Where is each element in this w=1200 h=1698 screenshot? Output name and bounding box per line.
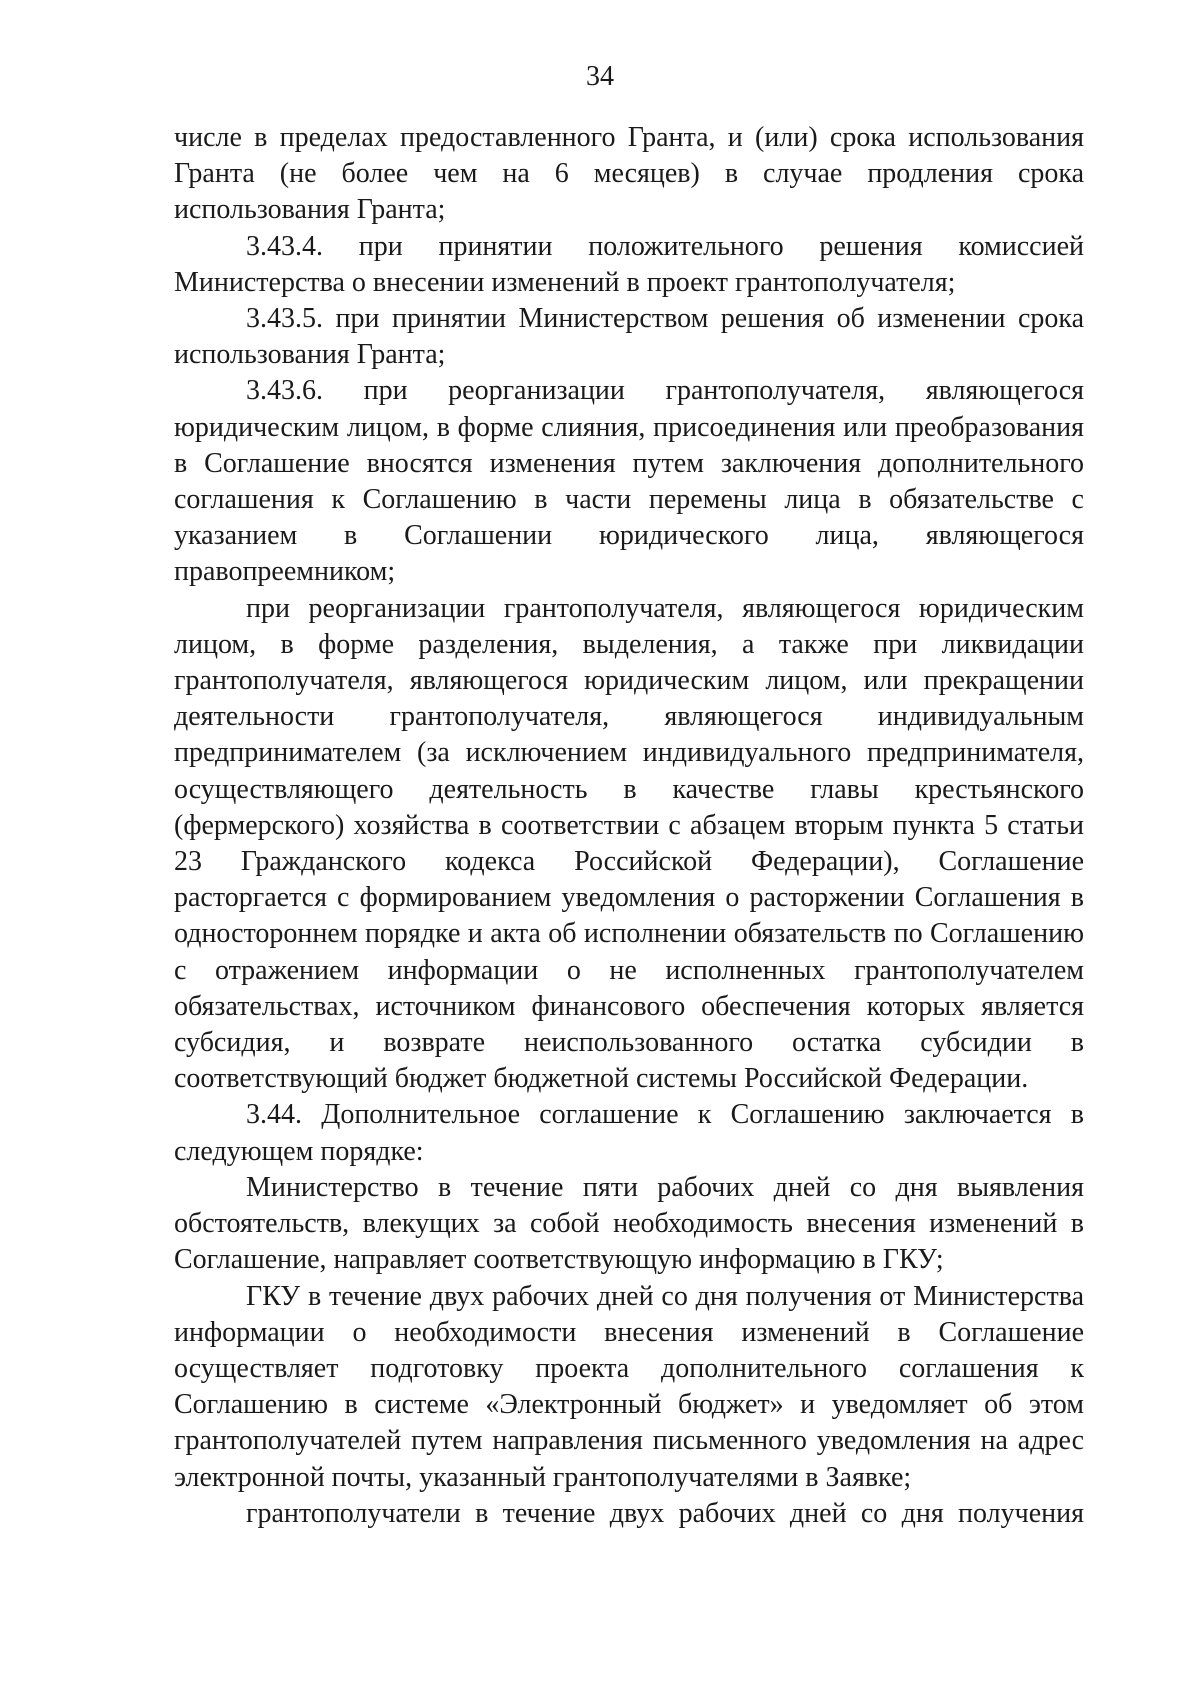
paragraph-gku-preparation: ГКУ в течение двух рабочих дней со дня получения от Министерства информации о необходимости внесения изменений в Соглашение осуществляет подготовку проекта дополнительного соглашения к Соглашению в системе «Электронный бюджет» и уведомляет об этом грантополучателей путем направления письменного уведомления на адрес электронной почты, указанный грантополучателями в Заявке; <box>174 1280 1084 1493</box>
page-number: 34 <box>586 61 614 92</box>
paragraph-3-44: 3.44. Дополнительное соглашение к Соглашению заключается в следующем порядке: <box>174 1099 1084 1167</box>
paragraph-3-43-5: 3.43.5. при принятии Министерством решения об изменении срока использования Гранта; <box>174 303 1084 371</box>
paragraph-3-43-4: 3.43.4. при принятии положительного решения комиссией Министерства о внесении изменений в проект грантополучателя; <box>174 230 1084 298</box>
paragraph-grant-continuation: числе в пределах предоставленного Гранта, и (или) срока использования Гранта (не более чем на 6 месяцев) в случае продления срока использования Гранта; <box>174 122 1084 226</box>
paragraph-ministry-notice: Министерство в течение пяти рабочих дней со дня выявления обстоятельств, влекущих за собой необходимость внесения изменений в Соглашение, направляет соответствующую информацию в ГКУ; <box>174 1171 1084 1276</box>
document-body <box>174 120 1084 1532</box>
paragraph-3-43-6: 3.43.6. при реорганизации грантополучателя, являющегося юридическим лицом, в форме слияния, присоединения или преобразования в Соглашение вносятся изменения путем заключения дополнительного соглашения к Соглашению в части перемены лица в обязательстве с указанием в Соглашении юридического лица, являющегося правопреемником; <box>174 375 1084 588</box>
paragraph-reorganization-termination: при реорганизации грантополучателя, являющегося юридическим лицом, в форме разделения, выделения, а также при ликвидации грантополучателя, являющегося юридическим лицом, или прекращении деятельности грантополучателя, являющегося индивидуальным предпринимателем (за исключением индивидуального предпринимателя, осуществляющего деятельность в качестве главы крестьянского (фермерского) хозяйства в соответствии с абзацем вторым пункта 5 статьи 23 Гражданского кодекса Российской Федерации), Соглашение расторгается с формированием уведомления о расторжении Соглашения в одностороннем порядке и акта об исполнении обязательств по Соглашению с отражением информации о не исполненных грантополучателем обязательствах, источником финансового обеспечения которых является субсидия, и возврате неиспользованного остатка субсидии в соответствующий бюджет бюджетной системы Российской Федерации. <box>174 592 1084 1095</box>
paragraph-grantees-continuation: грантополучатели в течение двух рабочих дней со дня получения <box>246 1497 1084 1529</box>
